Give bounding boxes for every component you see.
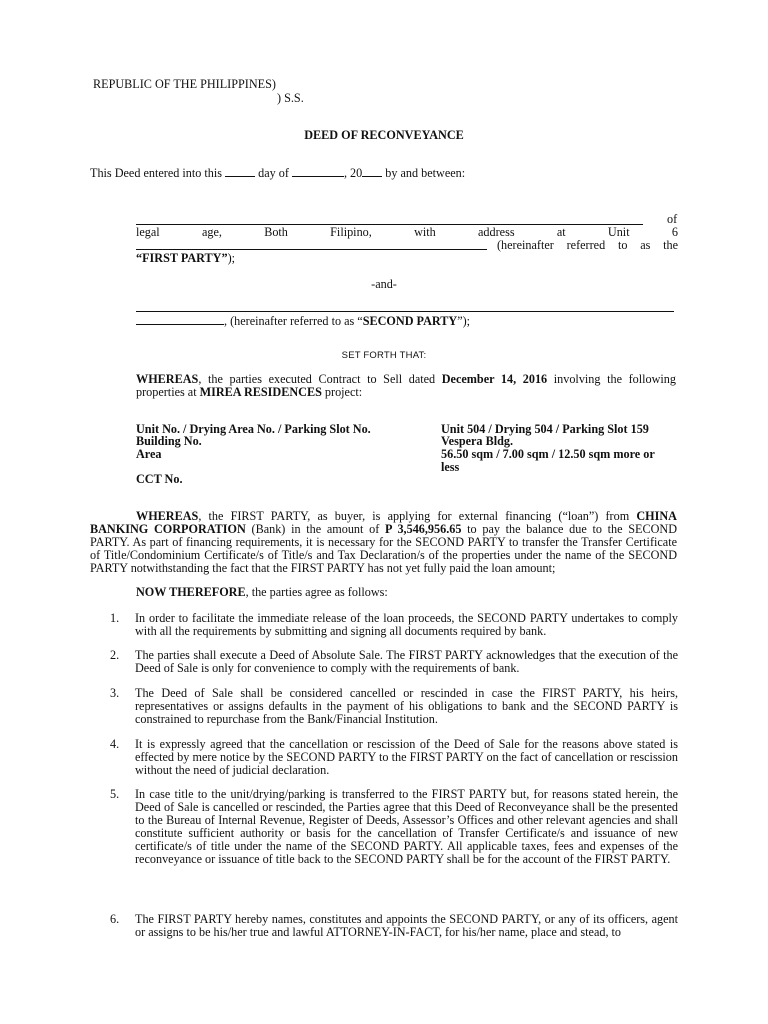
- month-blank[interactable]: [292, 166, 344, 177]
- clause-2-text: The parties shall execute a Deed of Absolute Sale. The FIRST PARTY acknowledges that the execution of the Deed of Sale is only for convenience to comply with the requirements of bank.: [135, 648, 678, 675]
- hereinafter-word-2: referred: [566, 238, 606, 252]
- word-with: with: [414, 225, 436, 239]
- second-party-name-blank[interactable]: [136, 301, 674, 312]
- whereas-2-amount: P 3,546,956.65: [384, 522, 462, 536]
- year-blank[interactable]: [362, 166, 382, 177]
- whereas-2-bank: CHINA BANKING CORPORATION: [90, 509, 677, 536]
- ss-heading: ) S.S.: [277, 91, 304, 105]
- republic-heading: REPUBLIC OF THE PHILIPPINES): [93, 77, 276, 91]
- second-party-hereinafter: , (hereinafter referred to as “: [224, 314, 363, 328]
- second-party-suffix: ”);: [457, 314, 471, 328]
- whereas-1-text-2: involving the following properties at: [136, 372, 676, 399]
- clause-4-text: It is expressly agreed that the cancellation or rescission of the Deed of Sale for the reasons above stated is effected by mere notice by the SECOND PARTY to the FIRST PARTY on the fact of cancellation or rescission without the need of judicial declaration.: [135, 737, 678, 777]
- spec-value-building: Vespera Bldg.: [441, 434, 514, 448]
- and-separator: -and-: [371, 277, 397, 291]
- set-forth-heading: SET FORTH THAT:: [341, 350, 427, 361]
- intro-text-1: This Deed entered into this: [90, 166, 222, 180]
- word-at: at: [556, 225, 566, 239]
- first-party-hereinafter: [497, 239, 678, 252]
- clause-3-text: The Deed of Sale shall be considered cancelled or rescinded in case the FIRST PARTY, his heirs, representatives or assigns defaults in the payment of his obligations to bank and the SECOND PARTY is constrained to repurchase from the Bank/Financial Institution.: [135, 686, 678, 726]
- spec-label-area: Area: [136, 447, 162, 461]
- spec-label-cct: CCT No.: [136, 472, 183, 486]
- clause-5-text: In case title to the unit/drying/parking is transferred to the FIRST PARTY but, for reasons stated herein, the Deed of Sale is cancelled or rescinded, the Parties agree that this Deed of Reconveyance shall be the presented to the Bureau of Internal Revenue, Register of Deeds, Assessor’s Offices and other relevant agencies and shall constitute sufficient authority or basis for the cancellation of Transfer Certificate/s and issuance of new certificate/s of title under the name of the SECOND PARTY. All applicable taxes, fees and expenses of the reconveyance or issuance of title back to the SECOND PARTY shall be for the account of the FIRST PARTY.: [135, 787, 678, 866]
- intro-text-2: day of: [258, 166, 289, 180]
- second-party-label: SECOND PARTY: [362, 314, 458, 328]
- clause-3-number: 3.: [110, 686, 120, 700]
- first-party-of: of: [667, 212, 678, 226]
- whereas-paragraph-2: [90, 510, 677, 575]
- spec-value-area: 56.50 sqm / 7.00 sqm / 12.50 sqm more or less: [441, 447, 655, 474]
- intro-text-4: by and between:: [385, 166, 466, 180]
- hereinafter-word-3: to: [617, 238, 628, 252]
- clause-1-text: In order to facilitate the immediate release of the loan proceeds, the SECOND PARTY undertakes to comply with all the requirements by submitting and signing all documents required by bank.: [135, 611, 678, 638]
- whereas-1-lead: WHEREAS: [136, 372, 199, 386]
- now-therefore-lead: NOW THEREFORE: [136, 585, 246, 599]
- whereas-2-text-2: (Bank) in the amount of: [245, 522, 385, 536]
- whereas-paragraph-1: [136, 373, 676, 399]
- clause-5-number: 5.: [110, 787, 120, 801]
- word-filipino: Filipino,: [330, 225, 372, 239]
- spec-label-building: Building No.: [136, 434, 202, 448]
- word-age: age,: [201, 225, 222, 239]
- clause-2-number: 2.: [110, 648, 120, 662]
- second-party-line: [136, 314, 470, 328]
- word-six: 6: [671, 225, 678, 239]
- whereas-2-lead: WHEREAS: [136, 509, 199, 523]
- first-party-name-blank[interactable]: [136, 213, 643, 225]
- whereas-2-text-1: , the FIRST PARTY, as buyer, is applying for external financing (“loan”) from: [198, 509, 637, 523]
- clause-4-number: 4.: [110, 737, 120, 751]
- now-therefore-line: [136, 586, 388, 599]
- whereas-2-text-3: to pay the balance due to the SECOND PARTY. As part of financing requirements, it is necessary for the SECOND PARTY to transfer the Transfer Certificate of Title/Condominium Certificate/s of Title/s and Tax Declaration/s of the properties under the name of the SECOND PARTY notwithstanding the fact that the FIRST PARTY has not yet fully paid the loan amount;: [90, 522, 678, 575]
- first-party-label-suffix: );: [227, 251, 236, 265]
- intro-line: [90, 166, 465, 180]
- clause-1-number: 1.: [110, 611, 120, 625]
- word-address: address: [478, 225, 515, 239]
- hereinafter-word-1: (hereinafter: [497, 238, 554, 252]
- whereas-1-text-3: project:: [321, 385, 363, 399]
- whereas-1-project: MIREA RESIDENCES: [199, 385, 322, 399]
- day-blank[interactable]: [225, 166, 255, 177]
- property-specs: [136, 423, 676, 491]
- word-both: Both: [264, 225, 288, 239]
- spec-value-unit: Unit 504 / Drying 504 / Parking Slot 159: [441, 422, 649, 436]
- word-legal: legal: [136, 225, 160, 239]
- second-party-extra-blank[interactable]: [136, 314, 224, 325]
- document-title: DEED OF RECONVEYANCE: [304, 128, 464, 142]
- hereinafter-word-5: the: [663, 238, 678, 252]
- first-party-address-blank[interactable]: [136, 239, 487, 250]
- first-party-label-line: [136, 252, 235, 265]
- hereinafter-word-4: as: [640, 238, 651, 252]
- spec-label-unit: Unit No. / Drying Area No. / Parking Slot No.: [136, 422, 371, 436]
- first-party-label: “FIRST PARTY”: [136, 251, 228, 265]
- whereas-1-date: December 14, 2016: [441, 372, 548, 386]
- now-therefore-text: , the parties agree as follows:: [245, 585, 388, 599]
- clause-6-number: 6.: [110, 912, 120, 926]
- intro-text-3: , 20: [343, 166, 363, 180]
- whereas-1-text-1: , the parties executed Contract to Sell dated: [198, 372, 442, 386]
- word-unit: Unit: [607, 225, 630, 239]
- clause-6-text: The FIRST PARTY hereby names, constitutes and appoints the SECOND PARTY, or any of its officers, agent or assigns to be his/her true and lawful ATTORNEY-IN-FACT, for his/her name, place and stead, to: [135, 912, 678, 939]
